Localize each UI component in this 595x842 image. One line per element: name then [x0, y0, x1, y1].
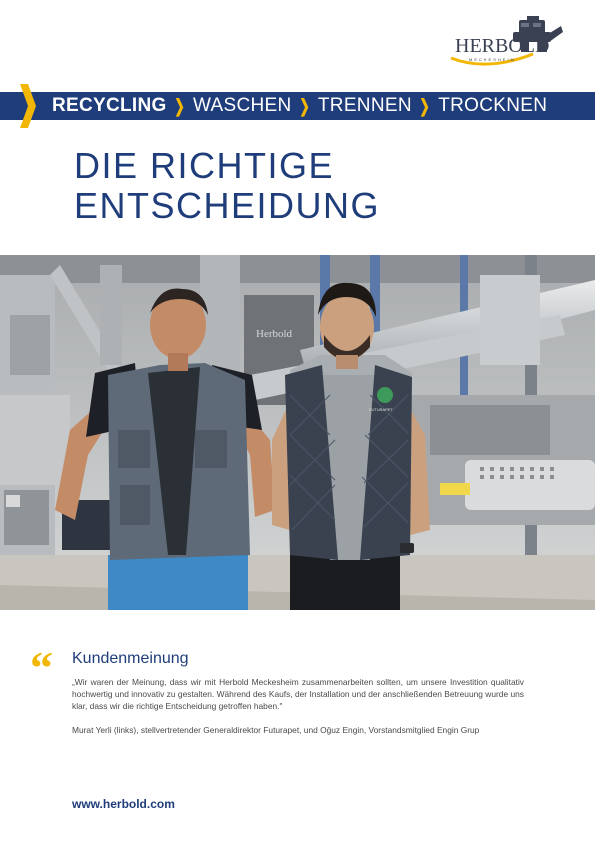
category-banner	[0, 92, 595, 120]
nav-item-trennen: TRENNEN	[317, 95, 412, 116]
herbold-logo	[447, 14, 565, 72]
page-title	[74, 146, 380, 226]
nav-item-waschen: WASCHEN	[193, 95, 292, 116]
nav-item-recycling: RECYCLING	[52, 95, 167, 116]
chevron-right-icon: ❯	[419, 95, 430, 116]
title-line-2: ENTSCHEIDUNG	[74, 185, 381, 226]
testimonial-attribution: Murat Yerli (links), stellvertretender Generaldirektor Futurapet, und Oğuz Engin, Vorstandsmitglied Engin Grup	[72, 725, 480, 735]
hero-photo	[0, 255, 595, 610]
title-line-1: DIE RICHTIGE	[74, 145, 335, 186]
vest-logo-text: FUTURAPET	[369, 407, 393, 412]
chevron-right-icon	[16, 84, 36, 128]
nav-item-trocknen: TROCKNEN	[438, 95, 548, 116]
tank-label: Herbold	[256, 328, 293, 340]
logo-wordmark: HERBOLD	[455, 35, 550, 57]
logo-tagline: MECKESHEIM	[469, 57, 516, 62]
website-link[interactable]: www.herbold.com	[72, 797, 175, 811]
chevron-right-icon: ❯	[298, 95, 310, 116]
chevron-right-icon: ❯	[173, 95, 185, 116]
quote-mark-icon: “	[30, 642, 53, 693]
testimonial-quote: „Wir waren der Meinung, dass wir mit Herbold Meckesheim zusammenarbeiten sollten, um unsere Investition qualitativ hochwertig und innovativ zu gestalten. Während des Kaufs, der Installation und der anschließenden Betreuung wurde uns klar, dass wir die richtige Entscheidung getroffen haben."	[72, 677, 524, 711]
testimonial-heading: Kundenmeinung	[72, 650, 189, 667]
category-nav	[52, 92, 547, 120]
